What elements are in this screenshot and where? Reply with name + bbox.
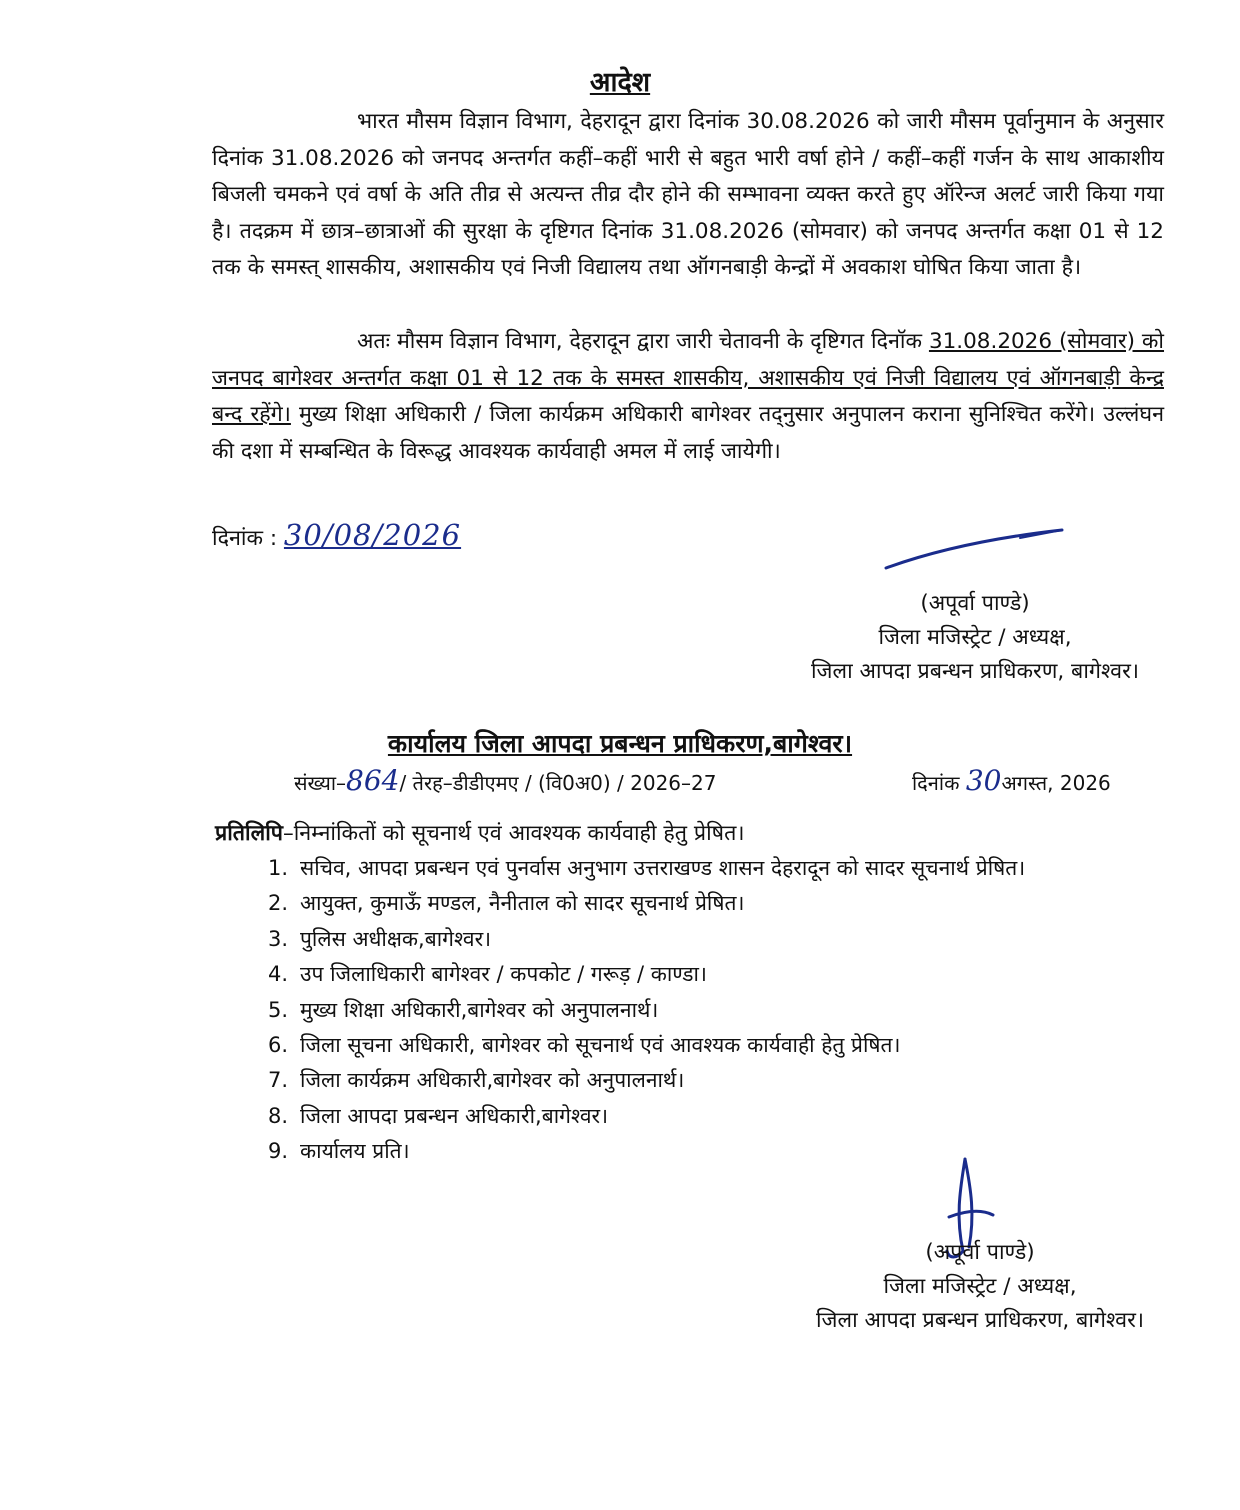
copy-to-item <box>268 1134 1025 1169</box>
signature-block-2 <box>780 1236 1180 1338</box>
copy-to-item <box>268 886 1025 921</box>
signatory-designation-1: जिला मजिस्ट्रेट / अध्यक्ष, <box>878 625 1072 650</box>
order-paragraph-2-closure-notice: 31.08.2026 (सोमवार) को जनपद बागेश्वर अन्तर्गत कक्षा 01 से 12 तक के समस्त शासकीय, अशासकीय एवं निजी विद्यालय एवं ऑगनबाड़ी केन्द्र बन्द रहेंगे। <box>212 329 1165 427</box>
copy-to-item-number: 3. <box>268 926 289 951</box>
order-title: आदेश <box>589 67 651 98</box>
issue-date-month-year: अगस्त, 2026 <box>1001 771 1111 795</box>
copy-to-item <box>268 851 1025 886</box>
copy-to-item-number: 8. <box>268 1103 289 1128</box>
copy-to-item-number: 5. <box>268 997 289 1022</box>
copy-to-list <box>268 851 1025 1170</box>
copy-to-item <box>268 1099 1025 1134</box>
copy-to-item <box>268 993 1025 1028</box>
copy-to-item-text: उप जिलाधिकारी बागेश्वर / कपकोट / गरूड़ / काण्डा। <box>300 962 707 987</box>
copy-to-item-number: 2. <box>268 891 289 916</box>
copy-to-item-number: 7. <box>268 1068 289 1093</box>
copy-to-item-number: 1. <box>268 856 289 880</box>
signatory-authority-2: जिला आपदा प्रबन्धन प्राधिकरण, बागेश्वर। <box>815 1308 1145 1333</box>
reference-suffix: / तेरह–डीडीएमए / (वि0अ0) / 2026–27 <box>399 771 717 795</box>
copy-to-item-text: जिला कार्यक्रम अधिकारी,बागेश्वर को अनुपालनार्थ। <box>300 1068 685 1093</box>
order-date-label: दिनांक : <box>212 526 278 551</box>
order-paragraph-1: भारत मौसम विज्ञान विभाग, देहरादून द्वारा दिनांक 30.08.2026 को जारी मौसम पूर्वानुमान के अनुसार दिनांक 31.08.2026 को जनपद अन्तर्गत कहीं–कहीं भारी से बहुत भारी वर्षा होने / कहीं–कहीं गर्जन के साथ आकाशीय बिजली चमकने एवं वर्षा के अति तीव्र से अत्यन्त तीव्र दौर होने की सम्भावना व्यक्त करते हुए ऑरेन्ज अलर्ट जारी किया गया है। तदक्रम में छात्र–छात्राओं की सुरक्षा के दृष्टिगत दिनांक 31.08.2026 (सोमवार) को जनपद अन्तर्गत कक्षा 01 से 12 तक के समस्त् शासकीय, अशासकीय एवं निजी विद्यालय तथा ऑगनबाड़ी केन्द्रों में अवकाश घोषित किया जाता है। <box>212 109 1164 280</box>
issue-date-label: दिनांक <box>912 771 960 795</box>
copy-to-item-number: 4. <box>268 962 289 987</box>
order-paragraph-2-compliance: मुख्य शिक्षा अधिकारी / जिला कार्यक्रम अधिकारी बागेश्वर तद्नुसार अनुपालन कराना सुनिश्चित करेंगे। उल्लंघन की दशा में सम्बन्धित के विरूद्ध आवश्यक कार्यवाही अमल में लाई जायेगी। <box>212 402 1164 464</box>
copy-to-item-text: जिला सूचना अधिकारी, बागेश्वर को सूचनार्थ एवं आवश्यक कार्यवाही हेतु प्रेषित। <box>300 1032 901 1057</box>
copy-to-intro: –निम्नांकितों को सूचनार्थ एवं आवश्यक कार्यवाही हेतु प्रेषित। <box>282 821 745 846</box>
signatory-authority-1: जिला आपदा प्रबन्धन प्राधिकरण, बागेश्वर। <box>810 659 1140 684</box>
copy-to-item-text: मुख्य शिक्षा अधिकारी,बागेश्वर को अनुपालनार्थ। <box>300 997 659 1022</box>
signatory-name-1: (अपूर्वा पाण्डे) <box>920 591 1030 616</box>
copy-to-item <box>268 922 1025 957</box>
copy-to-item-number: 9. <box>268 1139 289 1164</box>
order-paragraph-2-intro: अतः मौसम विज्ञान विभाग, देहरादून द्वारा जारी चेतावनी के दृष्टिगत दिनॉक <box>357 329 929 354</box>
reference-number <box>294 764 716 797</box>
signature-block-1 <box>770 587 1180 689</box>
reference-label: संख्या– <box>294 771 346 795</box>
signatory-name-2: (अपूर्वा पाण्डे) <box>925 1240 1035 1265</box>
issue-date <box>912 764 1111 797</box>
copy-to-item <box>268 1063 1025 1098</box>
copy-to-item-text: सचिव, आपदा प्रबन्धन एवं पुनर्वास अनुभाग उत्तराखण्ड शासन देहरादून को सादर सूचनार्थ प्रेषित। <box>300 856 1026 880</box>
copy-to-item-text: जिला आपदा प्रबन्धन अधिकारी,बागेश्वर। <box>300 1103 609 1128</box>
order-date-handwritten: 30/08/2026 <box>283 518 462 552</box>
copy-to-item <box>268 957 1025 992</box>
reference-number-handwritten: 864 <box>346 764 400 797</box>
copy-to-item-text: आयुक्त, कुमाऊँ मण्डल, नैनीताल को सादर सूचनार्थ प्रेषित। <box>300 891 745 916</box>
issue-date-day-handwritten: 30 <box>965 764 1002 797</box>
copy-to-item-number: 6. <box>268 1032 289 1057</box>
order-paragraph-2 <box>212 324 1164 470</box>
signature-1-stroke <box>880 522 1070 574</box>
order-date <box>212 518 461 552</box>
copy-to-label: प्रतिलिपि <box>215 821 283 846</box>
copy-to-item <box>268 1028 1025 1063</box>
copy-to-item-text: पुलिस अधीक्षक,बागेश्वर। <box>300 926 492 951</box>
signatory-designation-2: जिला मजिस्ट्रेट / अध्यक्ष, <box>883 1274 1077 1299</box>
office-title: कार्यालय जिला आपदा प्रबन्धन प्राधिकरण,बागेश्वर। <box>387 729 853 758</box>
copy-to-item-text: कार्यालय प्रति। <box>300 1139 410 1164</box>
copy-to-heading <box>215 818 745 847</box>
